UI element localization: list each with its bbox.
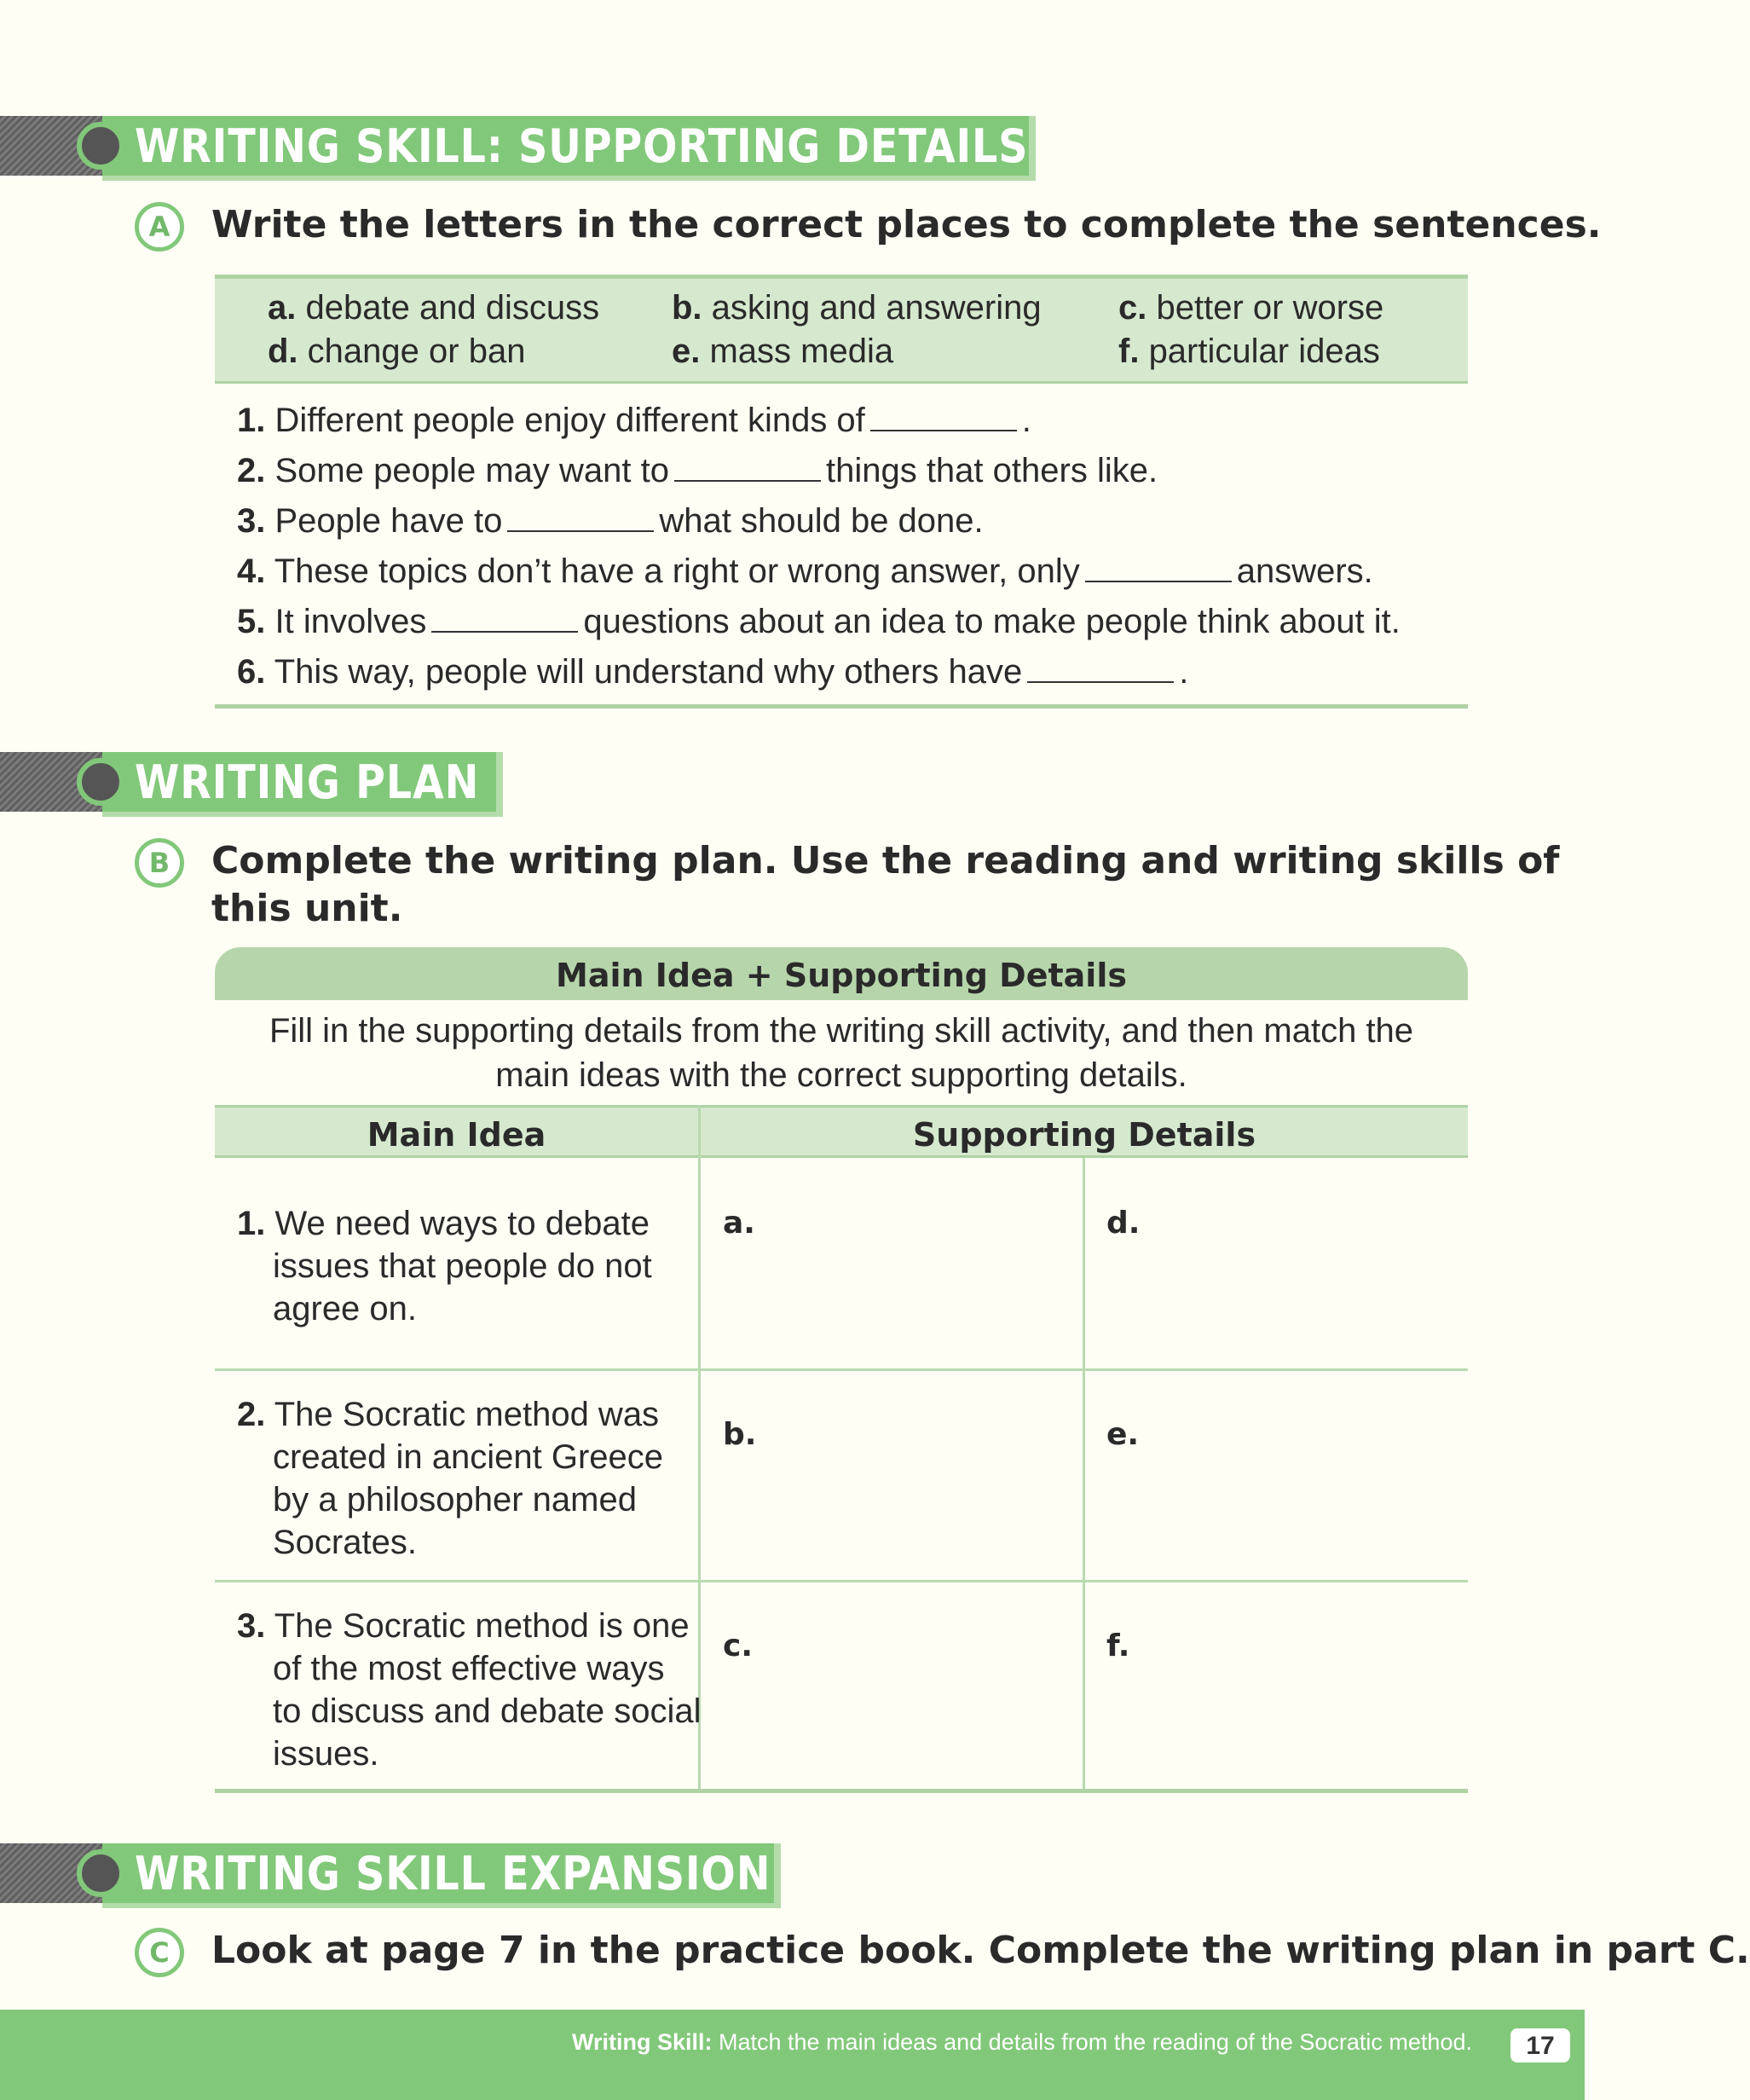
activity-a-instruction: Write the letters in the correct places to complete the sentences. <box>211 203 1602 246</box>
word-option-f: f. particular ideas <box>1118 333 1380 370</box>
table-instruction: Fill in the supporting details from the writing skill activity, and then match the main ideas with the correct supporting details. <box>269 1012 1414 1094</box>
word-box <box>215 275 1468 384</box>
activity-b-instruction-line1: Complete the writing plan. Use the reading and writing skills of <box>211 839 1560 882</box>
row-divider <box>215 1580 1468 1582</box>
bullet-dot-icon <box>77 758 124 806</box>
footer-note: Writing Skill: Match the main ideas and details from the reading of the Socratic method. <box>571 2029 1472 2055</box>
page-footer <box>0 2010 1585 2100</box>
row-divider <box>215 1368 1468 1371</box>
section-title: WRITING SKILL EXPANSION <box>135 1847 771 1900</box>
detail-slot-a[interactable]: a. <box>723 1206 755 1241</box>
answer-blank[interactable] <box>1085 552 1232 582</box>
answer-blank[interactable] <box>870 401 1017 431</box>
divider <box>215 704 1468 709</box>
section-title: WRITING PLAN <box>135 755 480 809</box>
section-title: WRITING SKILL: SUPPORTING DETAILS <box>135 119 1029 173</box>
sentence-4: 4. These topics don’t have a right or wrong answer, only answers. <box>237 552 1373 590</box>
sentence-6: 6. This way, people will understand why others have . <box>237 653 1189 691</box>
main-idea-1: 1. We need ways to debate issues that people do not agree on. <box>237 1205 652 1328</box>
table-title: Main Idea + Supporting Details <box>215 947 1468 1000</box>
page-number: 17 <box>1510 2028 1570 2062</box>
bullet-dot-icon <box>77 1849 124 1897</box>
bullet-dot-icon <box>77 122 124 170</box>
section-header-writing-plan <box>0 752 503 812</box>
word-option-c: c. better or worse <box>1118 289 1384 327</box>
main-idea-2: 2. The Socratic method was created in ancient Greece by a philosopher named Socrates. <box>237 1396 664 1561</box>
detail-slot-d[interactable]: d. <box>1106 1206 1141 1241</box>
activity-c-instruction: Look at page 7 in the practice book. Complete the writing plan in part C. <box>211 1929 1750 1972</box>
answer-blank[interactable] <box>674 451 821 482</box>
answer-blank[interactable] <box>507 501 654 532</box>
word-option-a: a. debate and discuss <box>268 289 600 327</box>
answer-blank[interactable] <box>1027 652 1174 683</box>
column-divider <box>1083 1158 1085 1790</box>
section-header-expansion <box>0 1843 781 1903</box>
activity-badge-a: A <box>135 202 184 252</box>
detail-slot-c[interactable]: c. <box>723 1629 754 1663</box>
sentence-3: 3. People have to what should be done. <box>237 502 984 540</box>
column-header-main-idea: Main Idea <box>215 1105 698 1158</box>
word-option-e: e. mass media <box>672 333 894 370</box>
activity-badge-c: C <box>135 1928 184 1977</box>
table-bottom-border <box>215 1789 1468 1793</box>
column-header-supporting-details: Supporting Details <box>701 1105 1468 1158</box>
answer-blank[interactable] <box>431 602 578 633</box>
sentence-1: 1. Different people enjoy different kinds of . <box>237 402 1031 439</box>
main-idea-3: 3. The Socratic method is one of the most effective ways to discuss and debate social issues. <box>237 1607 702 1773</box>
word-option-b: b. asking and answering <box>672 289 1042 327</box>
activity-badge-b: B <box>135 838 184 888</box>
sentence-2: 2. Some people may want to things that others like. <box>237 452 1158 489</box>
detail-slot-e[interactable]: e. <box>1106 1417 1140 1452</box>
word-option-d: d. change or ban <box>268 333 526 370</box>
sentence-5: 5. It involves questions about an idea to make people think about it. <box>237 603 1401 640</box>
detail-slot-f[interactable]: f. <box>1106 1629 1130 1663</box>
section-header-writing-skill <box>0 116 1036 176</box>
detail-slot-b[interactable]: b. <box>723 1417 757 1452</box>
activity-b-instruction-line2: this unit. <box>211 887 403 930</box>
